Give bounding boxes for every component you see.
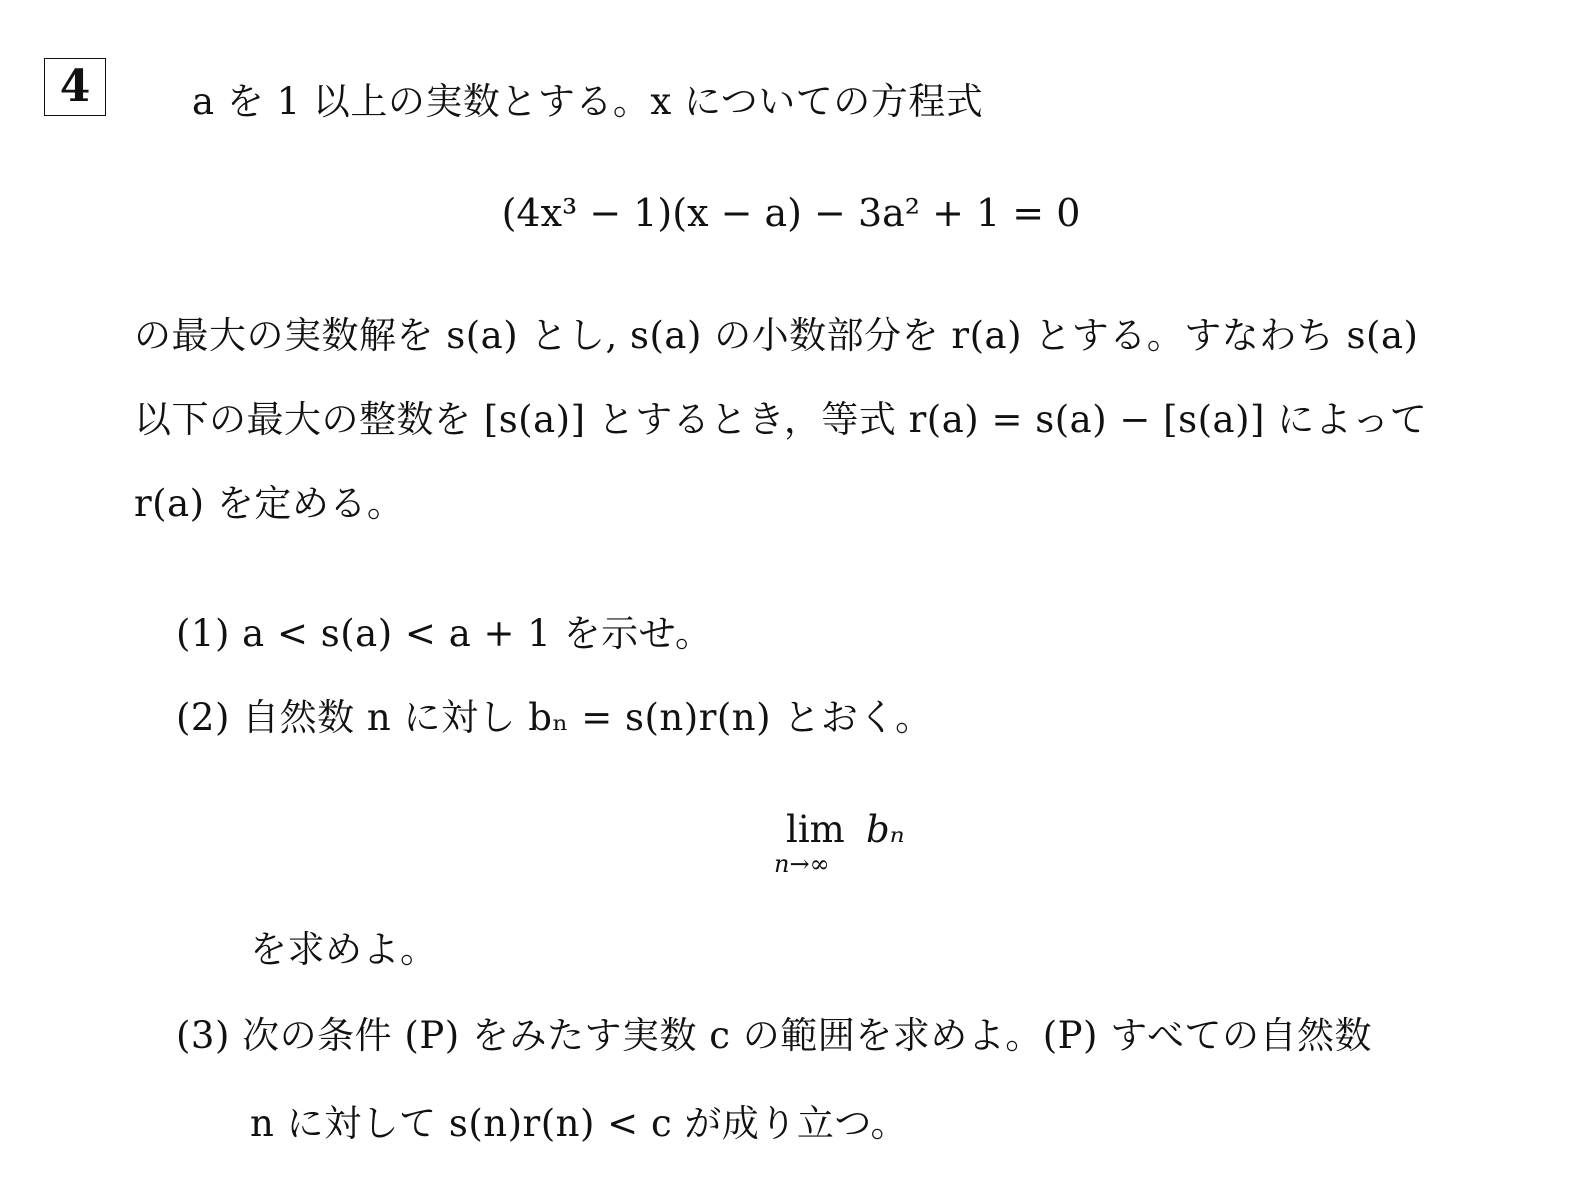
limit-subscript: n→∞ — [774, 850, 830, 878]
main-equation: (4x³ − 1)(x − a) − 3a² + 1 = 0 — [501, 191, 1081, 235]
part-3-line-1: (3) 次の条件 (P) をみたす実数 c の範囲を求めよ。(P) すべての自然数 — [176, 1014, 1372, 1057]
part-3-line-2: n に対して s(n)r(n) < c が成り立つ。 — [250, 1102, 908, 1145]
limit-target: bₙ — [866, 808, 905, 851]
part-1: (1) a < s(a) < a + 1 を示せ。 — [176, 612, 713, 655]
body-line-1: の最大の実数解を s(a) とし, s(a) の小数部分を r(a) とする。すなわち s(a) — [134, 314, 1419, 357]
part-2: (2) 自然数 n に対し bₙ = s(n)r(n) とおく。 — [176, 696, 933, 739]
body-line-2: 以下の最大の整数を [s(a)] とするとき，等式 r(a) = s(a) − [s(a)] によって — [134, 398, 1428, 441]
limit-operator: lim — [786, 808, 845, 851]
limit-expression — [770, 808, 930, 878]
problem-intro: a を 1 以上の実数とする。x についての方程式 — [192, 80, 984, 123]
body-line-3: r(a) を定める。 — [134, 482, 405, 525]
part-2-tail: を求めよ。 — [250, 928, 438, 971]
problem-number-box: 4 — [44, 58, 106, 116]
